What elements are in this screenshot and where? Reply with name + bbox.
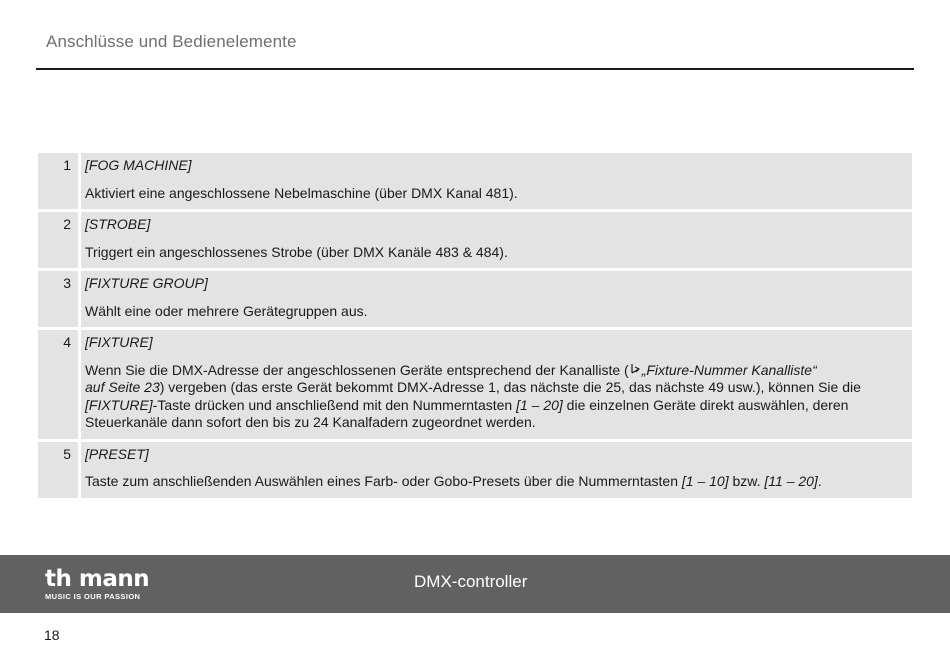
row-content [81,330,912,439]
control-name: [FIXTURE] [85,334,153,350]
control-description: Wählt eine oder mehrere Gerätegruppen aus. [85,302,368,319]
desc-text: die einzelnen Geräte direkt auswählen, deren Steuerkanäle dann sofort den bis zu 24 Kanalfadern zugeordnet werden. [85,396,849,430]
control-description [85,362,904,432]
reference-arrow-icon [630,362,641,380]
desc-text: Taste zum anschließenden Auswählen eines Farb- oder Gobo-Presets über die Nummerntasten [85,473,682,489]
control-name: [FOG MACHINE] [85,157,192,173]
key-range: [1 – 20] [516,396,563,413]
table-row [38,330,912,439]
key-reference: [FIXTURE] [85,396,153,413]
page-reference-link[interactable]: „Fixture-Nummer Kanalliste“ [641,361,817,378]
row-content [81,442,912,498]
page-reference-link[interactable]: auf Seite 23 [85,379,160,395]
control-name: [STROBE] [85,216,151,232]
key-range: [11 – 20] [764,473,818,489]
row-content [81,153,912,209]
desc-text: . [817,473,822,489]
table-row [38,442,912,498]
row-number: 1 [38,153,78,209]
row-number: 3 [38,271,78,327]
table-row [38,271,912,327]
control-description: Aktiviert eine angeschlossene Nebelmaschine (über DMX Kanal 481). [85,184,518,201]
logo-tagline: MUSIC IS OUR PASSION [45,592,141,601]
header-divider [36,68,914,70]
table-row [38,212,912,268]
desc-text: Wenn Sie die DMX-Adresse der angeschlossenen Geräte entsprechend der Kanalliste ( [85,361,629,378]
header-title: Anschlüsse und Bedienelemente [46,32,297,51]
controls-table [38,153,912,501]
control-name: [FIXTURE GROUP] [85,275,208,291]
desc-text: ) vergeben (das erste Gerät bekommt DMX-Adresse 1, das nächste die 25, das nächste 49 usw.), können Sie die [159,379,861,395]
page-number: 18 [44,627,60,643]
row-content [81,212,912,268]
desc-text: -Taste drücken und anschließend mit den Nummerntasten [152,396,517,413]
row-number: 5 [38,442,78,498]
control-description: Triggert ein angeschlossenes Strobe (über DMX Kanäle 483 & 484). [85,243,508,260]
table-row [38,153,912,209]
row-number: 4 [38,330,78,439]
logo-wordmark: th mann [45,566,150,592]
control-name: [PRESET] [85,445,149,462]
footer-title: DMX-controller [414,572,528,591]
row-number: 2 [38,212,78,268]
key-range: [1 – 10] [681,473,729,489]
footer-bar [0,555,950,613]
brand-logo [45,567,149,601]
desc-text: bzw. [728,473,765,489]
control-description [85,473,904,491]
row-content [81,271,912,327]
